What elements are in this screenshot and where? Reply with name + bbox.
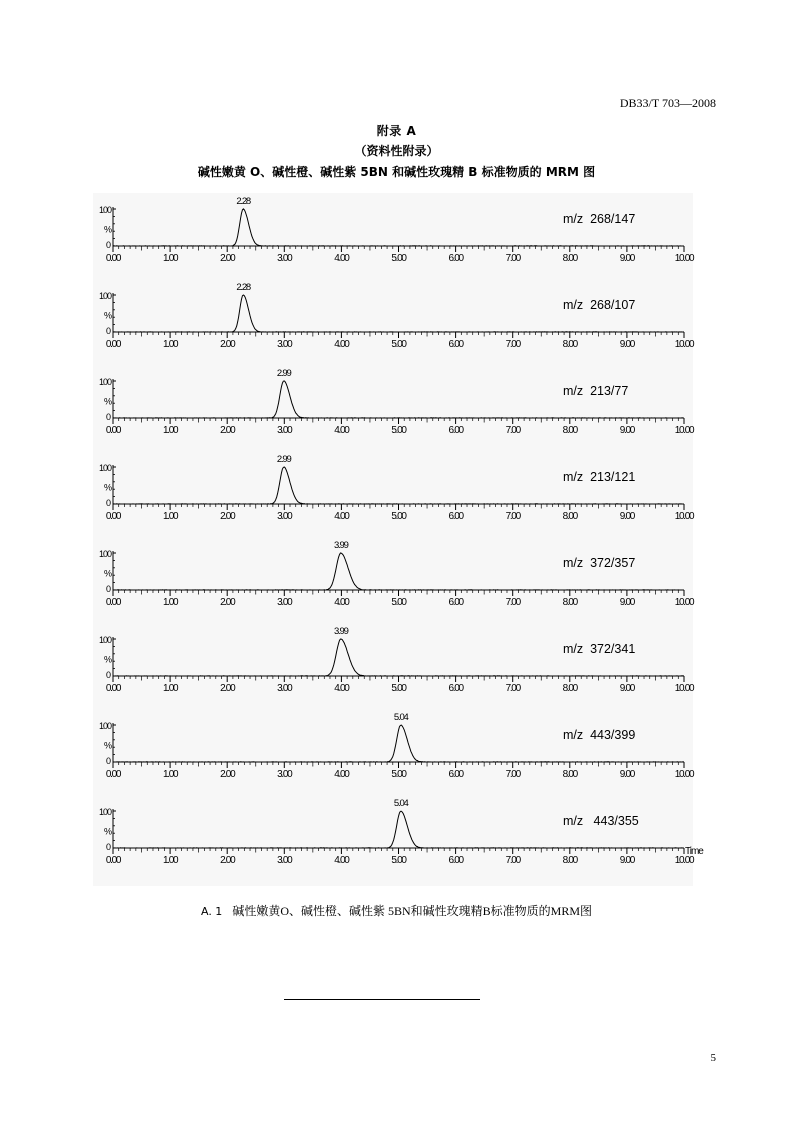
- y-tick-label-100: 100: [98, 205, 111, 215]
- chromatogram-panel: [93, 451, 693, 531]
- transition-label: m/z 213/77: [563, 384, 629, 398]
- x-tick-label: 1.00: [162, 769, 178, 780]
- x-tick-label: 5.00: [391, 339, 406, 350]
- x-tick-label: 5.00: [391, 511, 406, 522]
- x-tick-label: 10.00: [674, 769, 694, 780]
- x-tick-label: 7.00: [505, 683, 520, 694]
- y-unit-label: %: [103, 568, 112, 579]
- x-tick-label: 1.00: [162, 855, 178, 866]
- x-tick-label: 1.00: [162, 425, 178, 436]
- end-rule: [284, 999, 480, 1000]
- x-tick-label: 6.00: [448, 855, 463, 866]
- x-tick-label: 6.00: [448, 597, 463, 608]
- chromatogram-panel: [93, 537, 693, 617]
- y-unit-label: %: [103, 482, 112, 493]
- page-number: 5: [710, 1052, 716, 1064]
- x-tick-label: 4.00: [334, 769, 349, 780]
- y-tick-label-100: 100: [98, 721, 111, 731]
- figure-caption-text: 碱性嫩黄O、碱性橙、碱性紫 5BN和碱性玫瑰精B标准物质的MRM图: [232, 904, 592, 918]
- peak-label: 5.04: [393, 712, 408, 723]
- x-tick-label: 10.00: [674, 339, 694, 350]
- x-tick-label: 6.00: [448, 683, 463, 694]
- y-tick-label-100: 100: [98, 377, 111, 387]
- chromatogram-svg: [93, 709, 693, 789]
- transition-label: m/z 372/341: [563, 642, 636, 656]
- y-tick-label-0: 0: [105, 756, 111, 766]
- x-tick-label: 3.00: [277, 511, 292, 522]
- y-unit-label: %: [103, 310, 112, 321]
- x-tick-label: 1.00: [162, 683, 178, 694]
- y-unit-label: %: [103, 396, 112, 407]
- chromatogram-svg: [93, 537, 693, 617]
- y-tick-label-100: 100: [98, 463, 111, 473]
- x-tick-label: 6.00: [448, 511, 463, 522]
- x-tick-label: 1.00: [162, 339, 178, 350]
- x-tick-label: 10.00: [674, 855, 694, 866]
- x-tick-label: 7.00: [505, 253, 520, 264]
- x-tick-label: 0.00: [105, 425, 121, 436]
- transition-label: m/z 268/107: [563, 298, 636, 312]
- transition-label: m/z 268/147: [563, 212, 636, 226]
- x-tick-label: 0.00: [105, 339, 121, 350]
- x-tick-label: 8.00: [562, 339, 577, 350]
- chromatogram-panel: [93, 709, 693, 789]
- x-tick-label: 3.00: [277, 253, 292, 264]
- document-id: DB33/T 703—2008: [619, 96, 716, 110]
- x-tick-label: 3.00: [277, 597, 292, 608]
- x-tick-label: 2.00: [220, 253, 235, 264]
- figure-heading: 碱性嫩黄 O、碱性橙、碱性紫 5BN 和碱性玫瑰精 B 标准物质的 MRM 图: [197, 165, 596, 179]
- x-tick-label: 2.00: [220, 425, 235, 436]
- chromatogram-panel: [93, 279, 693, 359]
- y-tick-label-0: 0: [105, 670, 111, 680]
- x-tick-label: 4.00: [334, 855, 349, 866]
- y-tick-label-100: 100: [98, 549, 111, 559]
- x-tick-label: 7.00: [505, 855, 520, 866]
- x-tick-label: 0.00: [105, 511, 121, 522]
- x-tick-label: 10.00: [674, 253, 694, 264]
- chromatogram-svg: [93, 193, 693, 273]
- y-tick-label-100: 100: [98, 291, 111, 301]
- y-tick-label-100: 100: [98, 635, 111, 645]
- y-tick-label-0: 0: [105, 240, 111, 250]
- x-tick-label: 9.00: [619, 425, 635, 436]
- x-tick-label: 7.00: [505, 339, 520, 350]
- chromatogram-panel: [93, 193, 693, 273]
- x-tick-label: 6.00: [448, 339, 463, 350]
- peak-label: 3.99: [333, 626, 348, 637]
- x-tick-label: 9.00: [619, 511, 635, 522]
- x-tick-label: 0.00: [105, 683, 121, 694]
- x-tick-label: 0.00: [105, 769, 121, 780]
- x-tick-label: 6.00: [448, 253, 463, 264]
- y-tick-label-100: 100: [98, 807, 111, 817]
- x-tick-label: 9.00: [619, 253, 635, 264]
- x-tick-label: 3.00: [277, 683, 292, 694]
- transition-label: m/z 213/121: [563, 470, 636, 484]
- x-tick-label: 2.00: [220, 855, 235, 866]
- peak-label: 2.28: [236, 196, 251, 207]
- x-tick-label: 8.00: [562, 769, 577, 780]
- x-tick-label: 2.00: [220, 597, 235, 608]
- x-tick-label: 9.00: [619, 683, 635, 694]
- x-tick-label: 5.00: [391, 855, 406, 866]
- x-tick-label: 1.00: [162, 511, 178, 522]
- x-tick-label: 10.00: [674, 683, 694, 694]
- x-tick-label: 3.00: [277, 769, 292, 780]
- x-tick-label: 4.00: [334, 683, 349, 694]
- x-tick-label: 2.00: [220, 769, 235, 780]
- x-tick-label: 9.00: [619, 597, 635, 608]
- chromatogram-panel: [93, 623, 693, 703]
- x-axis-title: Time: [685, 846, 703, 857]
- x-tick-label: 10.00: [674, 425, 694, 436]
- transition-label: m/z 443/399: [563, 728, 636, 742]
- x-tick-label: 1.00: [162, 597, 178, 608]
- x-tick-label: 3.00: [277, 855, 292, 866]
- transition-label: m/z 372/357: [563, 556, 636, 570]
- peak-label: 2.28: [236, 282, 251, 293]
- x-tick-label: 10.00: [674, 511, 694, 522]
- y-tick-label-0: 0: [105, 412, 111, 422]
- x-tick-label: 6.00: [448, 769, 463, 780]
- x-tick-label: 8.00: [562, 425, 577, 436]
- chromatogram-panel: [93, 795, 703, 875]
- y-unit-label: %: [103, 224, 112, 235]
- x-tick-label: 4.00: [334, 339, 349, 350]
- x-tick-label: 2.00: [220, 339, 235, 350]
- chromatogram-svg: [93, 365, 693, 445]
- x-tick-label: 8.00: [562, 597, 577, 608]
- x-tick-label: 9.00: [619, 339, 635, 350]
- y-unit-label: %: [103, 826, 112, 837]
- y-tick-label-0: 0: [105, 842, 111, 852]
- mrm-chromatogram-figure: [93, 193, 703, 886]
- figure-caption: [0, 902, 793, 919]
- chromatogram-svg: [93, 795, 703, 875]
- peak-label: 5.04: [393, 798, 408, 809]
- x-tick-label: 2.00: [220, 511, 235, 522]
- x-tick-label: 5.00: [391, 769, 406, 780]
- x-tick-label: 4.00: [334, 253, 349, 264]
- y-unit-label: %: [103, 740, 112, 751]
- x-tick-label: 4.00: [334, 425, 349, 436]
- figure-number: A. 1: [200, 905, 223, 918]
- x-tick-label: 4.00: [334, 511, 349, 522]
- x-tick-label: 0.00: [105, 253, 121, 264]
- transition-label: m/z 443/355: [563, 814, 639, 828]
- chromatogram-svg: [93, 279, 693, 359]
- x-tick-label: 9.00: [619, 769, 635, 780]
- x-tick-label: 0.00: [105, 597, 121, 608]
- x-tick-label: 5.00: [391, 253, 406, 264]
- x-tick-label: 5.00: [391, 683, 406, 694]
- x-tick-label: 8.00: [562, 253, 577, 264]
- y-tick-label-0: 0: [105, 498, 111, 508]
- y-tick-label-0: 0: [105, 584, 111, 594]
- chromatogram-svg: [93, 623, 693, 703]
- x-tick-label: 7.00: [505, 425, 520, 436]
- x-tick-label: 3.00: [277, 339, 292, 350]
- x-tick-label: 1.00: [162, 253, 178, 264]
- x-tick-label: 3.00: [277, 425, 292, 436]
- x-tick-label: 5.00: [391, 425, 406, 436]
- appendix-title: 附录 A: [376, 124, 417, 138]
- x-tick-label: 10.00: [674, 597, 694, 608]
- y-tick-label-0: 0: [105, 326, 111, 336]
- x-tick-label: 8.00: [562, 855, 577, 866]
- peak-label: 3.99: [333, 540, 348, 551]
- x-tick-label: 8.00: [562, 511, 577, 522]
- peak-label: 2.99: [276, 368, 291, 379]
- x-tick-label: 7.00: [505, 511, 520, 522]
- x-tick-label: 8.00: [562, 683, 577, 694]
- x-tick-label: 4.00: [334, 597, 349, 608]
- x-tick-label: 5.00: [391, 597, 406, 608]
- x-tick-label: 7.00: [505, 769, 520, 780]
- x-tick-label: 6.00: [448, 425, 463, 436]
- x-tick-label: 2.00: [220, 683, 235, 694]
- y-unit-label: %: [103, 654, 112, 665]
- x-tick-label: 0.00: [105, 855, 121, 866]
- appendix-subtitle: （资料性附录）: [354, 144, 439, 158]
- chromatogram-panel: [93, 365, 693, 445]
- peak-label: 2.99: [276, 454, 291, 465]
- x-tick-label: 9.00: [619, 855, 635, 866]
- chromatogram-svg: [93, 451, 693, 531]
- x-tick-label: 7.00: [505, 597, 520, 608]
